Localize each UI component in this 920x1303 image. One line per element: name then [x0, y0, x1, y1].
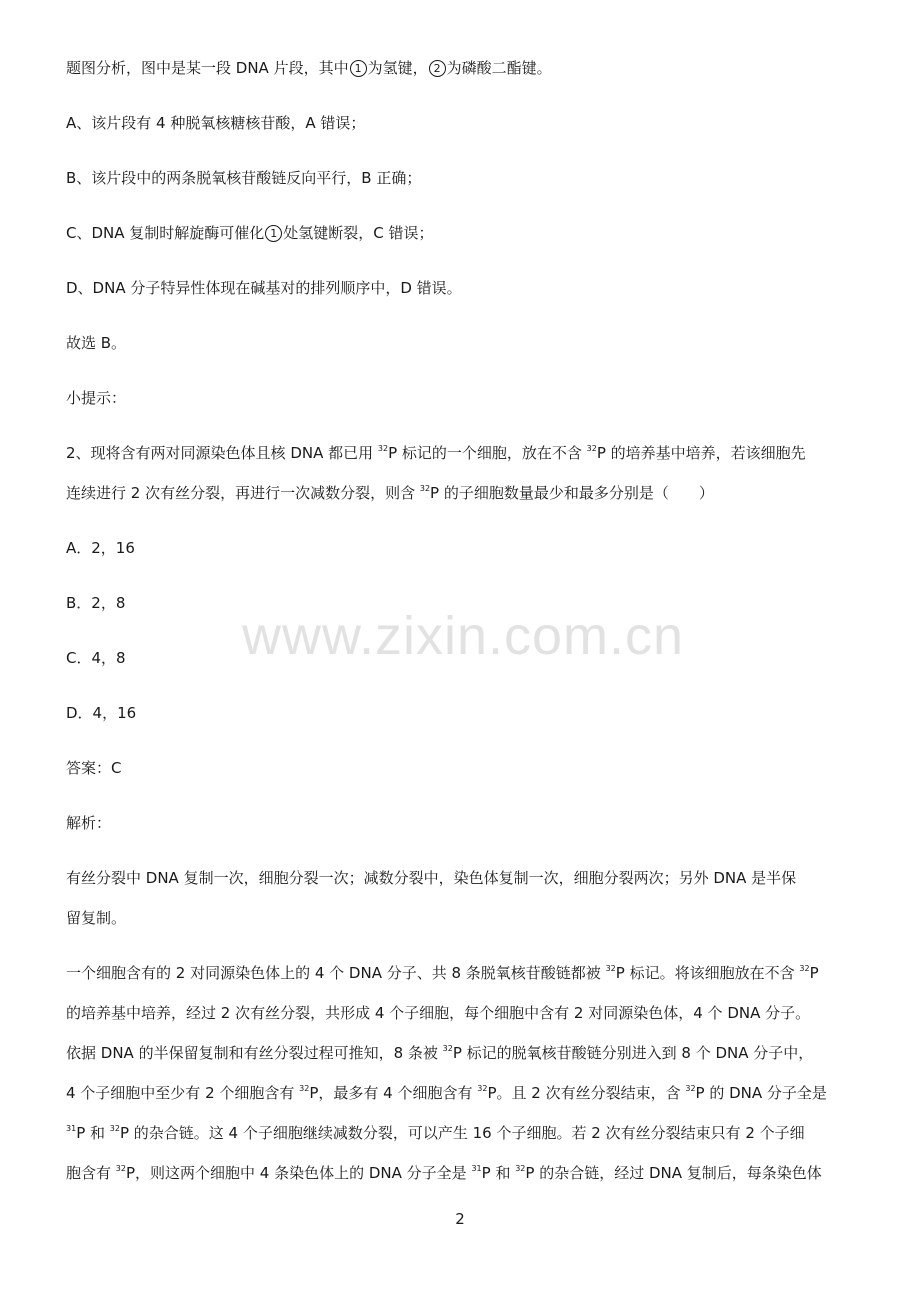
text: P，则这两个细胞中 4 条染色体上的 DNA 分子全是 — [125, 1164, 472, 1182]
option-a-explanation: A、该片段有 4 种脱氧核糖核苷酸，A 错误； — [66, 114, 366, 132]
analysis-para-2-line-5 — [66, 1123, 805, 1143]
isotope-superscript: 32 — [477, 1084, 488, 1093]
isotope-superscript: 32 — [605, 964, 616, 973]
text: P，最多有 4 个细胞含有 — [309, 1084, 478, 1102]
text: 4 个子细胞中至少有 2 个细胞含有 — [66, 1084, 300, 1102]
text: 处氢键断裂，C 错误； — [283, 224, 434, 242]
text: 胞含有 — [66, 1164, 116, 1182]
analysis-para-2-line-1 — [66, 963, 819, 983]
tip-heading: 小提示： — [66, 389, 127, 407]
text: 为氢键， — [367, 59, 428, 77]
isotope-superscript: 32 — [109, 1124, 120, 1133]
analysis-para-2-line-6 — [66, 1163, 822, 1183]
text: 为磷酸二酯键。 — [446, 59, 552, 77]
analysis-para-2-line-4 — [66, 1083, 827, 1103]
isotope-superscript: 31 — [66, 1124, 77, 1133]
isotope-superscript: 31 — [471, 1164, 482, 1173]
option-d-explanation: D、DNA 分子特异性体现在碱基对的排列顺序中，D 错误。 — [66, 279, 462, 297]
text: P 的培养基中培养，若该细胞先 — [596, 444, 806, 462]
watermark: www.zixin.com.cn — [241, 606, 685, 666]
question-2-line-1 — [66, 443, 806, 463]
analysis-para-2-line-2: 的培养基中培养，经过 2 次有丝分裂，共形成 4 个子细胞，每个细胞中含有 2 对同源染色体，4 个 DNA 分子。 — [66, 1004, 811, 1022]
isotope-superscript: 32 — [442, 1044, 453, 1053]
text: P 和 — [76, 1124, 110, 1142]
text: 依据 DNA 的半保留复制和有丝分裂过程可推知，8 条被 — [66, 1044, 443, 1062]
text: 连续进行 2 次有丝分裂，再进行一次减数分裂，则含 — [66, 484, 420, 502]
analysis-intro — [66, 58, 552, 78]
text: P 的杂合链，经过 DNA 复制后，每条染色体 — [525, 1164, 822, 1182]
circled-number-1: 1 — [350, 60, 367, 77]
isotope-superscript: 32 — [377, 444, 389, 453]
isotope-superscript: 32 — [299, 1084, 310, 1093]
text: C、DNA 复制时解旋酶可催化 — [66, 224, 265, 242]
text: P 标记的一个细胞，放在不含 — [388, 444, 587, 462]
answer-choice-b: B．2，8 — [66, 594, 126, 612]
text: P 标记。将该细胞放在不含 — [615, 964, 800, 982]
circled-number-2: 2 — [429, 60, 446, 77]
text: P 的杂合链。这 4 个子细胞继续减数分裂，可以产生 16 个子细胞。若 2 次有丝分裂结束只有 2 个子细 — [119, 1124, 805, 1142]
text: P — [809, 964, 819, 982]
isotope-superscript: 32 — [419, 484, 431, 493]
isotope-superscript: 32 — [799, 964, 810, 973]
isotope-superscript: 32 — [115, 1164, 126, 1173]
text: P 标记的脱氧核苷酸链分别进入到 8 个 DNA 分子中， — [452, 1044, 814, 1062]
question-2-line-2 — [66, 483, 714, 503]
text: P 和 — [481, 1164, 516, 1182]
choice-conclusion: 故选 B。 — [66, 334, 127, 352]
analysis-para-1-line-1: 有丝分裂中 DNA 复制一次，细胞分裂一次；减数分裂中，染色体复制一次，细胞分裂两次；另外 DNA 是半保 — [66, 869, 797, 887]
page-number: 2 — [455, 1210, 465, 1228]
analysis-heading: 解析： — [66, 814, 112, 832]
isotope-superscript: 32 — [515, 1164, 526, 1173]
answer-choice-c: C．4，8 — [66, 649, 126, 667]
text: 2、现将含有两对同源染色体且核 DNA 都已用 — [66, 444, 378, 462]
text: P 的子细胞数量最少和最多分别是（ ） — [430, 484, 714, 502]
option-b-explanation: B、该片段中的两条脱氧核苷酸链反向平行，B 正确； — [66, 169, 422, 187]
text: P 的 DNA 分子全是 — [695, 1084, 827, 1102]
circled-number-1: 1 — [265, 225, 282, 242]
answer-choice-a: A．2，16 — [66, 539, 135, 557]
analysis-para-2-line-3 — [66, 1043, 813, 1063]
answer-line: 答案：C — [66, 759, 122, 777]
isotope-superscript: 32 — [586, 444, 597, 453]
text: P。且 2 次有丝分裂结束，含 — [487, 1084, 686, 1102]
option-c-explanation — [66, 223, 434, 243]
isotope-superscript: 32 — [685, 1084, 696, 1093]
analysis-para-1-line-2: 留复制。 — [66, 909, 127, 927]
text: 一个细胞含有的 2 对同源染色体上的 4 个 DNA 分子、共 8 条脱氧核苷酸链都被 — [66, 964, 606, 982]
text: 题图分析，图中是某一段 DNA 片段，其中 — [66, 59, 349, 77]
answer-choice-d: D．4，16 — [66, 704, 137, 722]
